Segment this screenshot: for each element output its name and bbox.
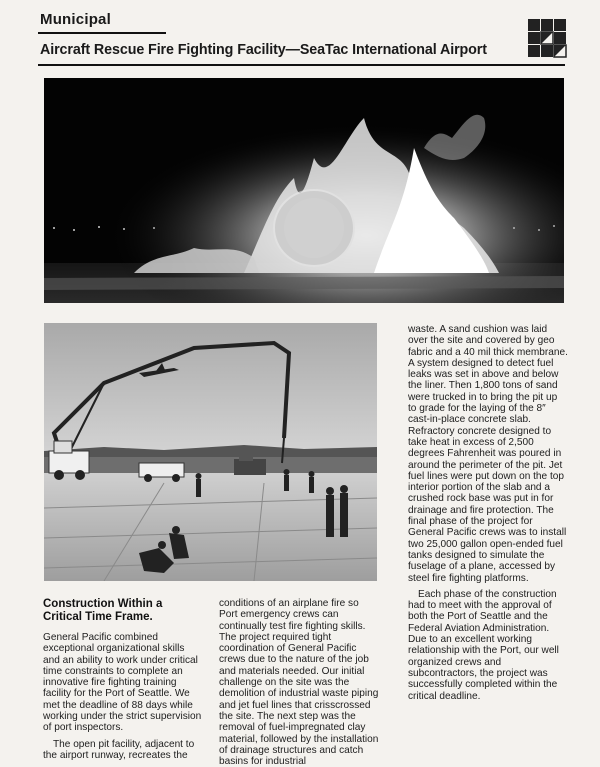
article-column-3 [408,324,568,702]
construction-photo [44,323,377,581]
article-paragraph: Each phase of the construction had to meet with the approval of both the Port of Seattle and the Federal Aviation Administration. Due to an excellent working relationship with the Port, our well organized crews and subcontractors, the project was successfully completed within the critical deadline. [408,588,559,702]
page-title: Aircraft Rescue Fire Fighting Facility—SeaTac International Airport [40,42,487,58]
article-paragraph: conditions of an airplane fire so Port emergency crews can continually test fire fighting skills. The project required tight coordination of General Pacific crews due to the nature of the job and materials needed. Our initial challenge on the site was the demolition of industrial waste piping and jet fuel lines that crisscrossed the site. The next step was the removal of fuel-impregnated clay material, followed by the installation of drainage structures and catch basins for industrial [219,598,379,767]
article-paragraph: General Pacific combined exceptional organizational skills and an ability to work under critical time constraints to complete an innovative fire fighting training facility for the Port of Seattle. We met the deadline of 88 days while working under the strict supervision of port inspectors. [43,632,202,734]
article-column-2 [219,598,379,767]
title-rule [38,64,565,66]
section-label: Municipal [40,11,111,28]
stacked-squares-logo-icon [527,18,567,58]
article-paragraph: The open pit facility, adjacent to the airport runway, recreates the [43,738,195,761]
article-column-1 [43,598,203,761]
section-rule [38,32,166,34]
fire-training-photo [44,78,564,303]
article-paragraph: waste. A sand cushion was laid over the site and covered by geo fabric and a 40 mil thick membrane. A system designed to detect fuel leaks was set in above and below the liner. Then 1,800 tons of sand were trucked in to bring the pit up to grade for the laying of the 8″ cast-in-place concrete slab. Refractory concrete designed to take heat in excess of 2,500 degrees Fahrenheit was poured in around the perimeter of the pit. Jet fuel lines were put down on the top interior portion of the slab and a crushed rock base was put in for drainage and fire protection. The final phase of the project for General Pacific crews was to install two 25,000 gallon open-ended fuel tanks designed to simulate the fuselage of a plane, accessed by steel fire fighting platforms. [408,324,568,584]
article-heading: Construction Within a Critical Time Frame. [43,598,163,623]
